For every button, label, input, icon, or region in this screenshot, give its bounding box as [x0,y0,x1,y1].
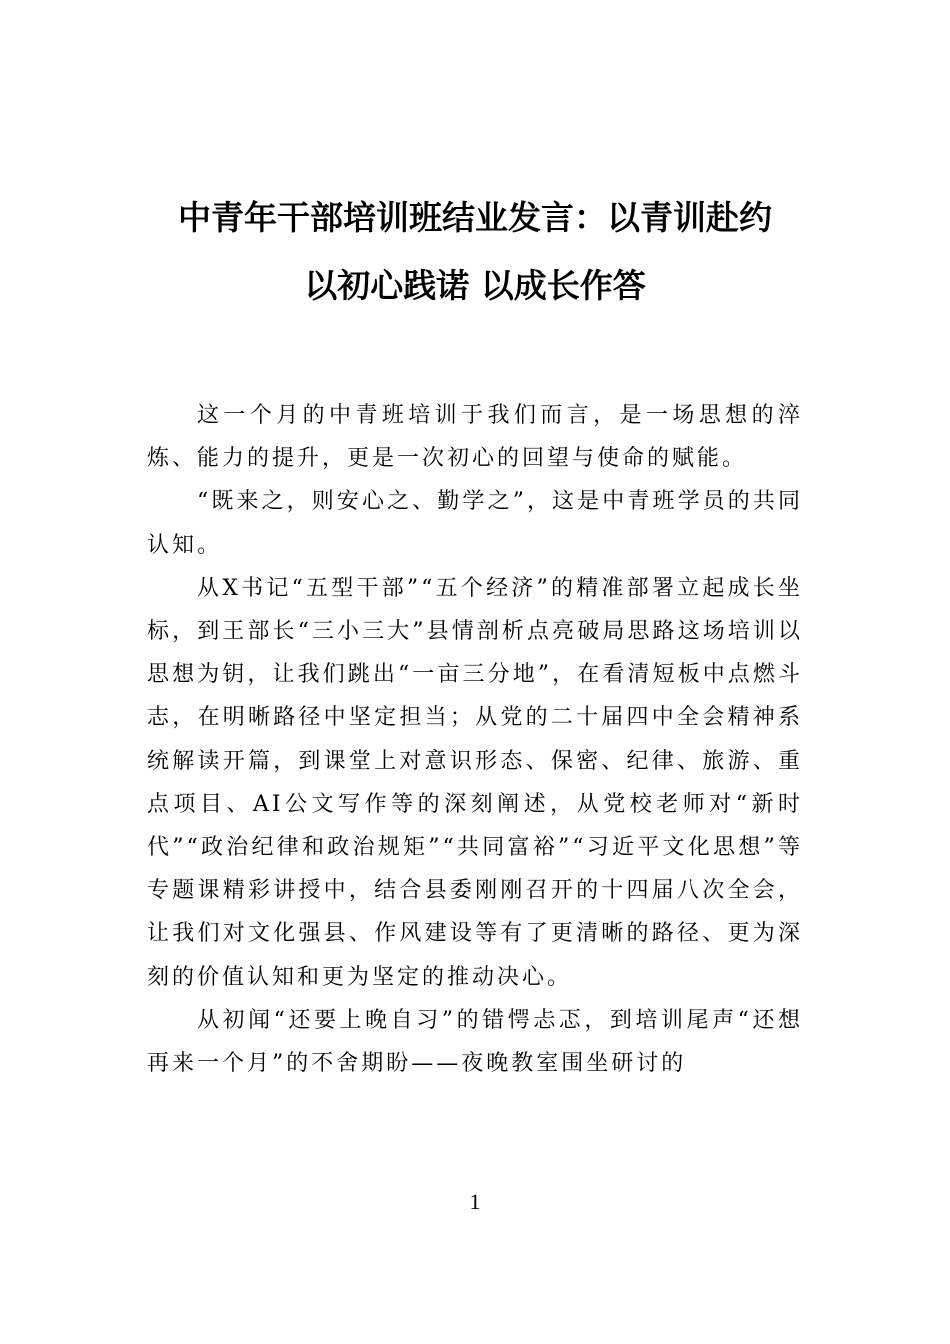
page-number: 1 [469,1189,481,1214]
paragraph-4: 从初闻“还要上晚自习”的错愕忐忑，到培训尾声“还想再来一个月”的不舍期盼——夜晚教室围坐研讨的 [147,1007,803,1077]
document-body [147,394,803,1085]
paragraph-3: 从X书记“五型干部”“五个经济”的精准部署立起成长坐标，到王部长“三小三大”县情剖析点亮破局思路这场培训以思想为钥，让我们跳出“一亩三分地”，在看清短板中点燃斗志，在明晰路径中坚定担当；从党的二十届四中全会精神系统解读开篇，到课堂上对意识形态、保密、纪律、旅游、重点项目、AI公文写作等的深刻阐述，从党校老师对“新时代”“政治纪律和政治规矩”“共同富裕”“习近平文化思想”等专题课精彩讲授中，结合县委刚刚召开的十四届八次全会，让我们对文化强县、作风建设等有了更清晰的路径、更为深刻的价值认知和更为坚定的推动决心。 [147,575,803,990]
paragraph-2: “既来之，则安心之、勤学之”，这是中青班学员的共同认知。 [147,489,803,558]
title-line-2: 以初心践诺 以成长作答 [304,266,646,305]
title-line-1: 中青年干部培训班结业发言：以青训赴约 [178,198,772,237]
paragraph-1: 这一个月的中青班培训于我们而言，是一场思想的淬炼、能力的提升，更是一次初心的回望与使命的赋能。 [147,403,803,472]
